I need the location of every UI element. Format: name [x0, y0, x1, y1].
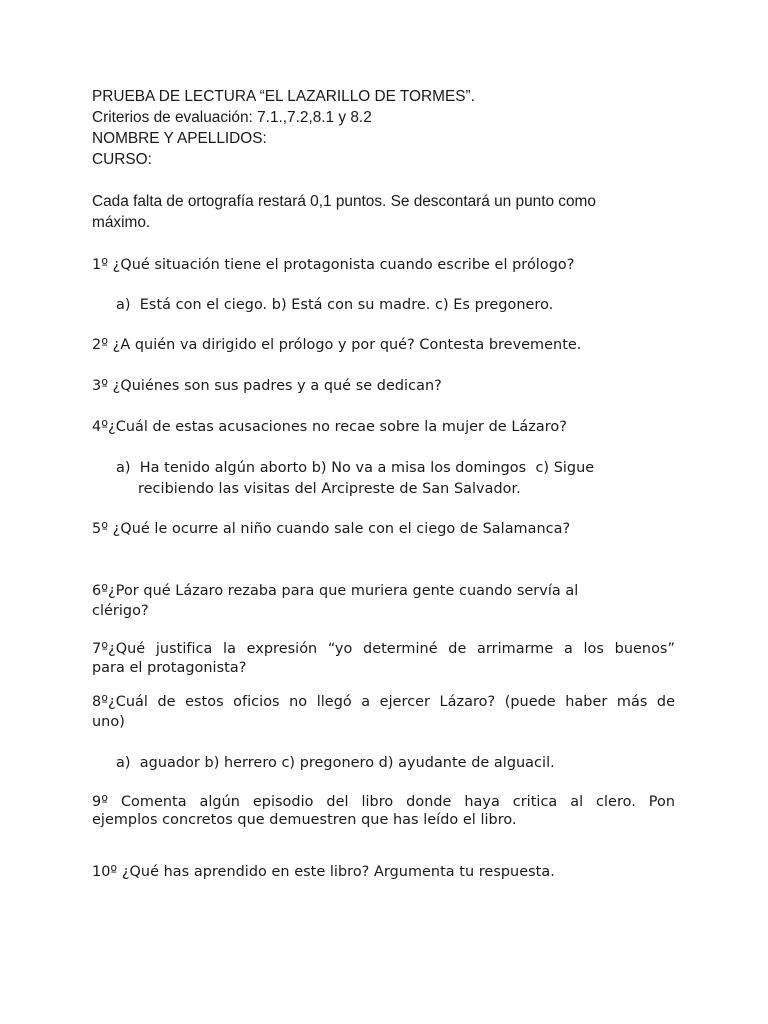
question-3: 3º ¿Quiénes son sus padres y a qué se dedican? — [92, 378, 442, 394]
question-10: 10º ¿Qué has aprendido en este libro? Argumenta tu respuesta. — [92, 864, 555, 880]
question-8-options: a) aguador b) herrero c) pregonero d) ayudante de alguacil. — [116, 755, 555, 771]
question-1-options: a) Está con el ciego. b) Está con su madre. c) Es pregonero. — [116, 297, 554, 313]
question-9-line-1: 9º Comenta algún episodio del libro donde haya critica al clero. Pon — [92, 794, 675, 810]
question-7-line-1: 7º¿Qué justifica la expresión “yo determiné de arrimarme a los buenos” — [92, 641, 675, 657]
question-2: 2º ¿A quién va dirigido el prólogo y por qué? Contesta brevemente. — [92, 337, 582, 353]
question-4: 4º¿Cuál de estas acusaciones no recae sobre la mujer de Lázaro? — [92, 419, 567, 435]
question-6-line-2: clérigo? — [92, 603, 149, 619]
question-8-line-2: uno) — [92, 714, 125, 730]
course-field-label: CURSO: — [92, 151, 152, 168]
question-5: 5º ¿Qué le ocurre al niño cuando sale con el ciego de Salamanca? — [92, 521, 571, 537]
document-title: PRUEBA DE LECTURA “EL LAZARILLO DE TORMES”. — [92, 88, 475, 105]
question-7-line-2: para el protagonista? — [92, 660, 247, 676]
instructions-line-1: Cada falta de ortografía restará 0,1 puntos. Se descontará un punto como — [92, 193, 596, 210]
question-8-line-1: 8º¿Cuál de estos oficios no llegó a ejercer Lázaro? (puede haber más de — [92, 694, 675, 710]
question-4-options-line-2: recibiendo las visitas del Arcipreste de San Salvador. — [138, 481, 521, 497]
name-field-label: NOMBRE Y APELLIDOS: — [92, 130, 267, 147]
question-1: 1º ¿Qué situación tiene el protagonista cuando escribe el prólogo? — [92, 257, 575, 273]
question-4-options-line-1: a) Ha tenido algún aborto b) No va a misa los domingos c) Sigue — [116, 460, 595, 476]
evaluation-criteria: Criterios de evaluación: 7.1.,7.2,8.1 y 8.2 — [92, 109, 372, 126]
question-6-line-1: 6º¿Por qué Lázaro rezaba para que muriera gente cuando servía al — [92, 583, 579, 599]
question-9-line-2: ejemplos concretos que demuestren que has leído el libro. — [92, 812, 517, 828]
instructions-line-2: máximo. — [92, 214, 151, 231]
